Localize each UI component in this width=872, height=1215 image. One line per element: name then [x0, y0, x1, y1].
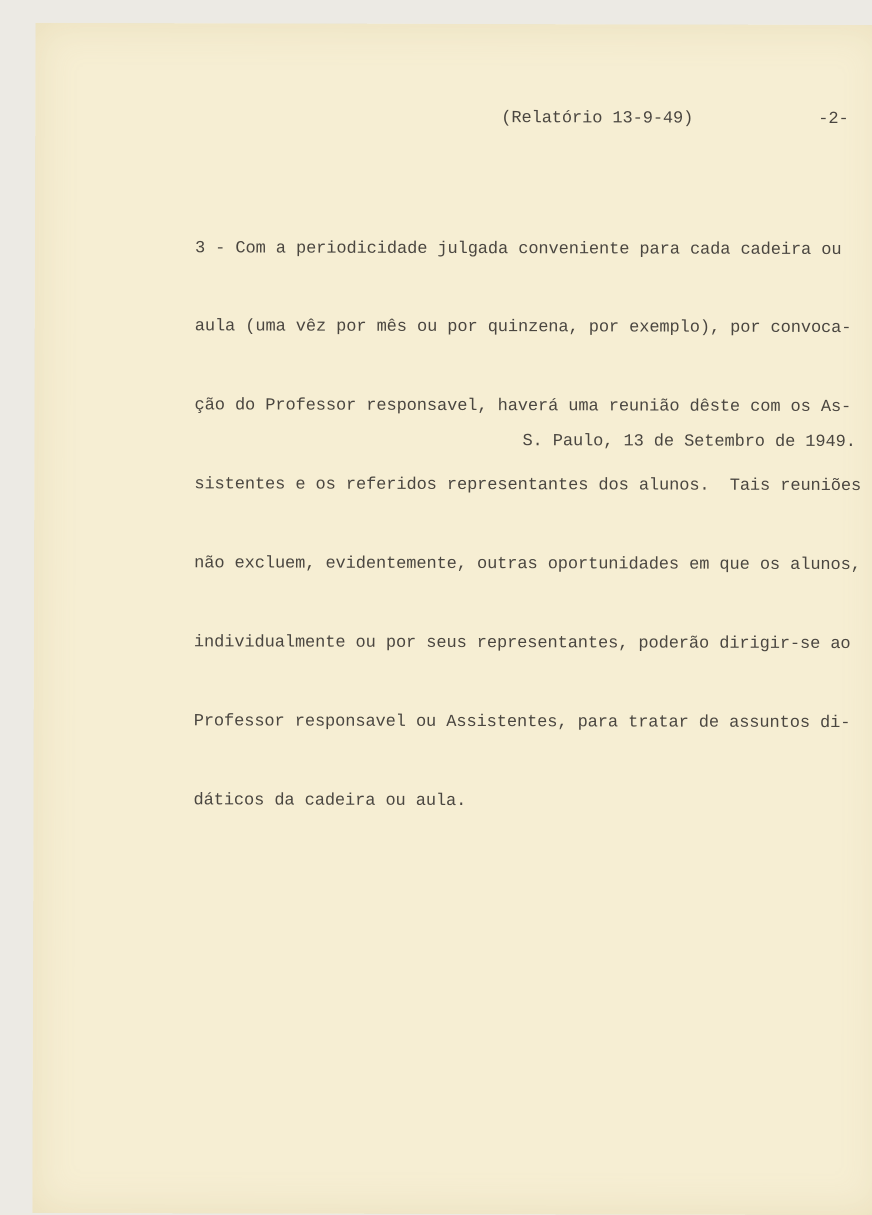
place-date: S. Paulo, 13 de Setembro de 1949. — [522, 432, 856, 453]
text-line: ção do Professor responsavel, haverá uma reunião dêste com os As- — [194, 396, 852, 418]
text-line: sistentes e os referidos representantes dos alunos. Tais reuniões — [194, 475, 862, 497]
text-line: aula (uma vêz por mês ou por quinzena, por exemplo), por convoca- — [194, 317, 852, 339]
paragraph-3 — [193, 183, 862, 868]
text-line: 3 - Com a periodicidade julgada conveniente para cada cadeira ou — [194, 238, 842, 260]
text-line: Professor responsavel ou Assistentes, para tratar de assuntos di- — [193, 712, 851, 733]
text-line: individualmente ou por seus representantes, poderão dirigir-se ao — [193, 633, 851, 655]
text-line: dáticos da cadeira ou aula. — [193, 791, 467, 811]
text-line: não excluem, evidentemente, outras oportunidades em que os alunos, — [194, 554, 861, 576]
report-header: (Relatório 13-9-49) — [501, 109, 694, 129]
page-number: -2- — [818, 109, 849, 130]
document-page — [32, 23, 872, 1215]
